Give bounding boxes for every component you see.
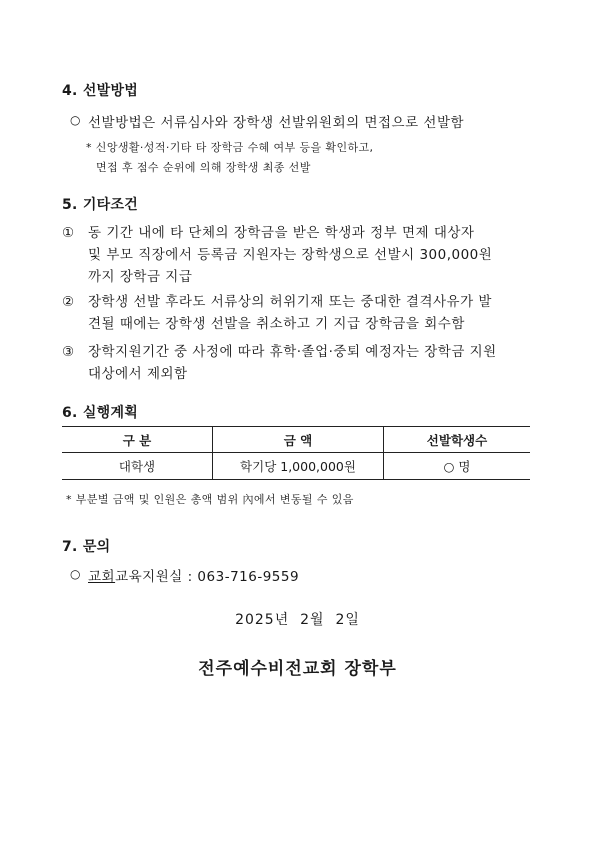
bullet-icon: ○: [70, 113, 81, 127]
condition-item-1-line2: 및 부모 직장에서 등록금 지원자는 장학생으로 선발시 300,000원: [88, 247, 493, 263]
condition-item-1-line1: 동 기간 내에 타 단체의 장학금을 받은 학생과 정부 면제 대상자: [88, 225, 475, 241]
column-header-category: 구 분: [62, 427, 213, 453]
condition-item-2-number: ②: [62, 294, 75, 310]
document-date: 2025년 2월 2일: [235, 612, 360, 628]
execution-plan-table: [62, 426, 530, 480]
section-6-heading: 6. 실행계획: [62, 405, 139, 421]
condition-item-2-line2: 견될 때에는 장학생 선발을 취소하고 기 지급 장학금을 회수함: [88, 316, 465, 332]
bullet-icon: ○: [70, 567, 81, 581]
condition-item-3-number: ③: [62, 344, 75, 360]
condition-item-1-line3: 까지 장학금 지급: [88, 269, 193, 285]
column-header-student-count: 선발학생수: [384, 427, 531, 453]
selection-method-text: 선발방법은 서류심사와 장학생 선발위원회의 면접으로 선발함: [88, 115, 465, 131]
condition-item-3-line2: 대상에서 제외함: [88, 366, 188, 382]
condition-item-1-number: ①: [62, 225, 75, 241]
contact-church-label: 교회: [88, 569, 116, 585]
cell-category: 대학생: [62, 453, 213, 480]
cell-student-count: ○ 명: [384, 453, 531, 480]
selection-note-line2: 면접 후 점수 순위에 의해 장학생 최종 선발: [96, 161, 311, 174]
section-5-heading: 5. 기타조건: [62, 197, 139, 213]
condition-item-2-line1: 장학생 선발 후라도 서류상의 허위기재 또는 중대한 결격사유가 발: [88, 294, 492, 310]
table-header-row: [62, 427, 530, 453]
organization-name: 전주예수비전교회 장학부: [198, 659, 397, 679]
column-header-amount: 금 액: [213, 427, 384, 453]
section-4-heading: 4. 선발방법: [62, 83, 139, 99]
condition-item-3-line1: 장학지원기간 중 사정에 따라 휴학·졸업·중퇴 예정자는 장학금 지원: [88, 344, 497, 360]
contact-info: 교육지원실 : 063-716-9559: [115, 569, 300, 585]
table-note: * 부분별 금액 및 인원은 총액 범위 內에서 변동될 수 있음: [66, 493, 354, 506]
table-row: [62, 453, 530, 480]
section-7-heading: 7. 문의: [62, 539, 111, 555]
selection-note-line1: * 신앙생활·성적·기타 타 장학금 수혜 여부 등을 확인하고,: [86, 141, 374, 154]
contact-line: [88, 565, 299, 585]
cell-amount: 학기당 1,000,000원: [213, 453, 384, 480]
